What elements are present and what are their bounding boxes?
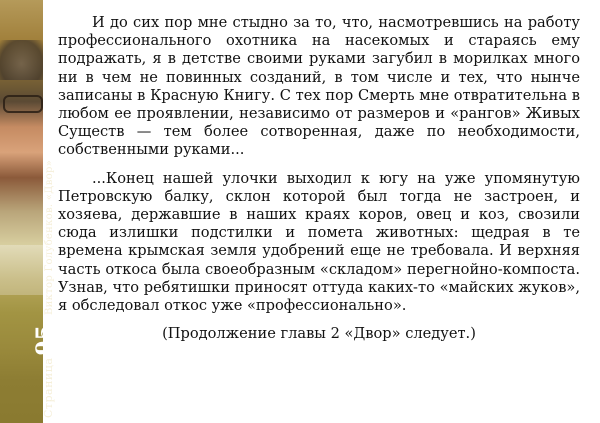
author-photo-glasses <box>3 95 43 113</box>
page-number: 95 <box>32 324 58 356</box>
paragraph-1: И до сих пор мне стыдно за то, что, насмотревшись на работу профессионального охотника на насекомых и стараясь ему подражать, я в детстве своими руками загубил в морилках много ни в чем не повинных созданий, в том числе и тех, что нынче записаны в Красную Книгу. С тех пор Смерть мне отвратительна в любом ее проявлении, независимо от размеров и «рангов» Живых Существ — тем более сотворенная, даже по необходимости, собственными руками... <box>58 14 580 159</box>
continuation-note: (Продолжение главы 2 «Двор» следует.) <box>162 325 476 343</box>
article-text <box>58 14 580 343</box>
author-photo-hair <box>0 40 43 80</box>
vertical-caption <box>32 160 58 418</box>
page-word: Страница <box>42 357 55 418</box>
paragraph-2: ...Конец нашей улочки выходил к югу на уже упомянутую Петровскую балку, склон которой был тогда не застроен, и хозяева, державшие в наших краях коров, овец и коз, свозили сюда излишки подстилки и помета животных: щедрая в те времена крымская земля удобрений еще не требовала. И верхняя часть откоса была своеобразным «складом» перегнойно-компоста. Узнав, что ребятишки приносят оттуда каких-то «майских жуков», я обследовал откос уже «профессионально». <box>58 169 580 315</box>
side-photo-strip <box>0 0 58 423</box>
book-reference: Виктор Голубенков. «Двор» <box>44 159 55 315</box>
